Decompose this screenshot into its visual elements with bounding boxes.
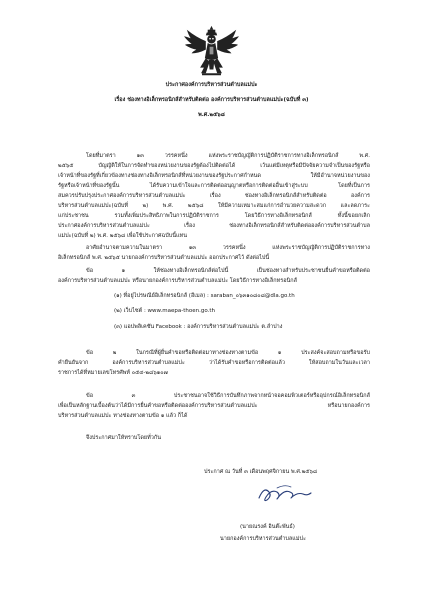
clause-2-line: ราชการได้ที่หมายเลขโทรศัพท์ ๐๕๔-๒๘๖๑๐๗: [58, 370, 168, 376]
announcement-subject: เรื่อง ช่องทางอิเล็กทรอนิกส์สำหรับติดต่อ องค์การบริหารส่วนตำบลแม่ปะ(ฉบับที่ ๓): [114, 97, 309, 103]
paragraph-line: บริหารส่วนตำบลแม่ปะ(ฉบับที่ ๒) พ.ศ. ๒๕๖๘ ให้มีความเหมาะสมแก่การอำนวยความสะดวก และลดภาระ: [58, 203, 370, 209]
paragraph-line: โดยที่มาตรา ๑๓ วรรคหนึ่ง แห่งพระราชบัญญัติการปฏิบัติราชการทางอิเล็กทรอนิกส์ พ.ศ.: [86, 153, 370, 159]
clause-1-line: ข้อ ๑ ให้ช่องทางอิเล็กทรอนิกส์ต่อไปนี้ เป็นช่องทางสำหรับประชาชนยื่นคำขอหรือติดต่อ: [86, 268, 370, 274]
clause-2-line: คำยืนยันจาก องค์การบริหารส่วนตำบลแม่ปะ ว่าได้รับคำขอหรือการติดต่อแล้ว ให้สอบถามในวันและเวลา: [58, 360, 370, 366]
clause-3-line: บริหารส่วนตำบลแม่ปะ ทางช่องทางตามข้อ ๑ แล้ว ก็ได้: [58, 413, 188, 419]
facebook-channel: (๓) แอปพลิเคชัน Facebook : องค์การบริหารส่วนตำบลแม่ปะ ต.ลำปาง: [114, 324, 283, 330]
website-channel: (๒) เว็บไซต์ : www.maepa-thoen.go.th: [114, 308, 216, 314]
signer-name: (นายณรงค์ อินต๊ะพันธ์): [240, 524, 295, 530]
clause-3-line: ข้อ ๓ ประชาชนอาจใช้วิธีการบันทึกภาพจากหน้าจอคอมพิวเตอร์หรืออุปกรณ์อิเล็กทรอนิกส์: [86, 393, 370, 399]
signer-position: นายกองค์การบริหารส่วนตำบลแม่ปะ: [220, 536, 306, 542]
paragraph-line: ๒๕๖๕ บัญญัติให้ในการจัดทำของหน่วยงานของรัฐต้องไปติดต่อได้ เว้นแต่มีเหตุหรือมีปัจจัยความจำเป็นของรัฐหรือ: [58, 163, 370, 169]
paragraph-line: ประกาศองค์การบริหารส่วนตำบลแม่ปะ เรื่อง ช่องทางอิเล็กทรอนิกส์สำหรับติดต่อองค์การบริหารส่วนตำบล: [58, 223, 370, 229]
paragraph-line: แก่ประชาชน รวมทั้งเพิ่มประสิทธิภาพในการปฏิบัติราชการ โดยวิธีการทางอิเล็กทรอนิกส์ ทั้งนี้ขอยกเลิก: [58, 213, 370, 219]
paragraph-line: อิเล็กทรอนิกส์ พ.ศ. ๒๕๖๕ นายกองค์การบริหารส่วนตำบลแม่ปะ ออกประกาศไว้ ดังต่อไปนี้: [58, 255, 270, 261]
announcement-title: ประกาศองค์การบริหารส่วนตำบลแม่ปะ: [165, 82, 258, 88]
closing-line: จึงประกาศมาให้ทราบโดยทั่วกัน: [86, 435, 161, 441]
paragraph-line: สมควรปรับปรุงประกาศองค์การบริหารส่วนตำบลแม่ปะ เรื่อง ช่องทางอิเล็กทรอนิกส์สำหรับติดต่อ องค์การ: [58, 193, 370, 199]
garuda-emblem: [183, 24, 240, 79]
paragraph-line: แม่ปะ(ฉบับที่ ๒) พ.ศ. ๒๕๖๘ เพื่อใช้ประกาศฉบับนี้แทน: [58, 233, 187, 239]
handwritten-signature: [255, 482, 317, 504]
clause-2-line: ข้อ ๒ ในกรณีที่ผู้ยื่นคำขอหรือติดต่อมาทางช่องทางตามข้อ ๑ ประสงค์จะสอบถามหรือขอรับ: [86, 350, 370, 356]
paragraph-line: รัฐหรือเจ้าหน้าที่ของรัฐนั้น ได้รับความเข้าใจและการติดต่ออนุญาตหรือการติดต่ออื่นเข้าสู่ระบบ โดยที่เป็นการ: [58, 183, 370, 189]
clause-3-line: เพื่อเป็นหลักฐานเบื้องต้นว่าได้มีการยื่นคำขอหรือติดต่อองค์การบริหารส่วนตำบลแม่ปะ หรือนายกองค์การ: [58, 403, 370, 409]
announcement-year: พ.ศ.๒๕๖๘: [198, 112, 225, 118]
dateline: ประกาศ ณ วันที่ ๓ เดือนพฤศจิกายน พ.ศ.๒๕๖๘: [204, 469, 318, 475]
paragraph-line: อาศัยอำนาจตามความในมาตรา ๑๓ วรรคหนึ่ง แห่งพระราชบัญญัติการปฏิบัติราชการทาง: [86, 245, 370, 251]
clause-1-line: องค์การบริหารส่วนตำบลแม่ปะ หรือนายกองค์การบริหารส่วนตำบลแม่ปะ โดยวิธีการทางอิเล็กทรอนิกส์: [58, 278, 297, 284]
paragraph-line: เจ้าหน้าที่ของรัฐที่เกี่ยวข้องทางช่องทางอิเล็กทรอนิกส์ที่หน่วยงานของรัฐประกาศกำหนด ให้มีอำนาจหน่วยงานของ: [58, 173, 370, 179]
email-channel: (๑) ที่อยู่ไปรษณีย์อิเล็กทรอนิกส์ (อีเมล) : saraban_๐๖๓๑๐๘๐๘@dla.go.th: [114, 293, 295, 299]
